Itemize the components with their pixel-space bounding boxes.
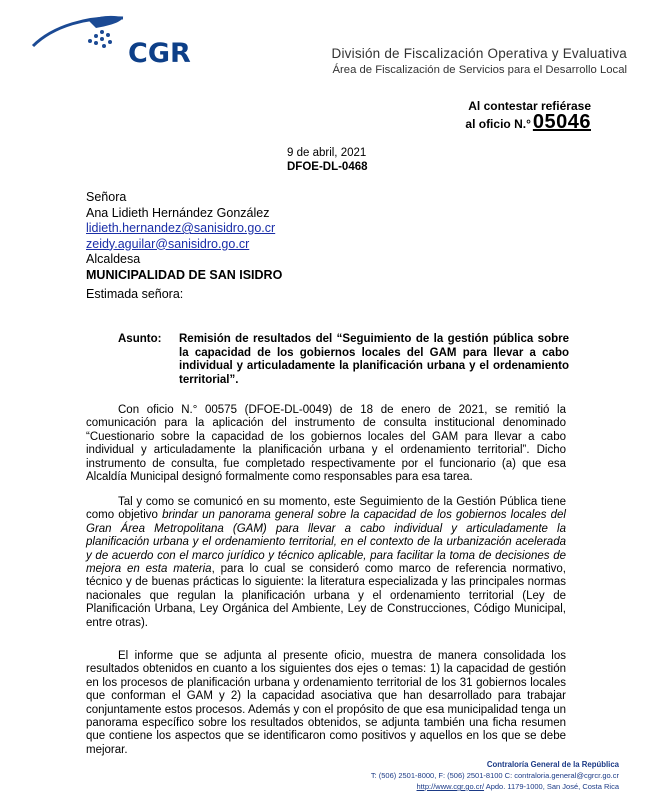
footer	[371, 759, 619, 792]
paragraph-3-text: El informe que se adjunta al presente oficio, muestra de manera consolidada los resultados obtenidos en cuanto a los siguientes dos ejes o temas: 1) la capacidad de gestión en los procesos de planificación urbana y ordenamiento territorial de los 31 gobiernos locales que conforman el GAM y 2) la capacidad asociativa que han desarrollado para trabajar conjuntamente estos procesos. Además y con el propósito de que esa municipalidad tenga un panorama específico sobre los resultados obtenidos, se adjunta también una ficha resumen que contiene los aspectos que se identificaron como positivos y aquellos en los que se debe mejorar.	[86, 650, 566, 756]
paragraph-2-text-c: , para lo cual se consideró como marco de referencia normativo, técnico y de buenas prácticas lo siguiente: la literatura especializada y las principales normas nacionales que regulan la planificación urbana y el ordenamiento territorial (Ley de Planificación Urbana, Ley Orgánica del Ambiente, Ley de Construcciones, Código Municipal, entre otras).	[86, 563, 566, 629]
subject-text: Remisión de resultados del “Seguimiento de la gestión pública sobre la capacidad de los gobiernos locales del GAM para llevar a cabo individual y articuladamente la planificación urbana y el ordenamiento territorial”.	[179, 333, 569, 386]
footer-org: Contraloría General de la República	[486, 760, 619, 769]
footer-contact: T: (506) 2501-8000, F: (506) 2501-8100 C: contraloria.general@cgrcr.go.cr	[370, 771, 619, 780]
date-block	[287, 146, 368, 174]
recipient-email-2[interactable]: zeidy.aguilar@sanisidro.go.cr	[86, 236, 250, 251]
letter-date: 9 de abril, 2021	[287, 147, 367, 159]
footer-web-link[interactable]: http://www.cgr.go.cr/	[416, 782, 485, 791]
logo-text: CGR	[128, 38, 191, 69]
recipient-name: Ana Lidieth Hernández González	[86, 205, 270, 220]
subject-block	[86, 333, 572, 387]
letterhead	[332, 46, 627, 76]
area-name: Área de Fiscalización de Servicios para el Desarrollo Local	[332, 64, 627, 76]
footer-address: Apdo. 1179-1000, San José, Costa Rica	[484, 782, 619, 791]
reference-line1: Al contestar refiérase	[468, 99, 591, 113]
division-name: División de Fiscalización Operativa y Evaluativa	[331, 46, 627, 61]
reference-number: 05046	[532, 111, 591, 133]
paragraph-2	[86, 496, 566, 630]
cgr-logo	[28, 8, 191, 69]
letter-code: DFOE-DL-0468	[287, 161, 368, 173]
greeting: Estimada señora:	[86, 287, 184, 301]
recipient-block	[86, 190, 282, 283]
recipient-municipality: MUNICIPALIDAD DE SAN ISIDRO	[86, 267, 283, 282]
paragraph-3	[86, 650, 566, 757]
paragraph-2-objective: brindar un panorama general sobre la capacidad de los gobiernos locales del Gran Área Metropolitana (GAM) para llevar a cabo individual y articuladamente la planificación urbana y el ordenamiento territorial, en el contexto de la urbanización acelerada y de acuerdo con el marco jurídico y técnico aplicable, para facilitar la toma de decisiones de mejora en esta materia	[86, 509, 566, 576]
subject-label: Asunto:	[118, 333, 162, 345]
paragraph-2-text-a: Tal y como se comunicó en su momento, este Seguimiento de la Gestión Pública tiene como objetivo	[86, 496, 566, 522]
recipient-title: Alcaldesa	[86, 252, 141, 266]
reference-prefix: al oficio N.°	[465, 117, 531, 131]
paragraph-1-text: Con oficio N.° 00575 (DFOE-DL-0049) de 18 de enero de 2021, se remitió la comunicación para la aplicación del instrumento de consulta institucional denominado “Cuestionario sobre la capacidad de los gobiernos locales del GAM para llevar a cabo individual y articuladamente la planificación urbana y el ordenamiento territorial”. Dicho instrumento de consulta, fue completado respectivamente por el funcionario (a) que esa Alcaldía Municipal designó formalmente como responsables para esa tarea.	[86, 404, 566, 484]
recipient-email-1[interactable]: lidieth.hernandez@sanisidro.go.cr	[86, 221, 276, 235]
recipient-salutation: Señora	[86, 190, 127, 204]
reference-block	[465, 97, 591, 133]
paragraph-1	[86, 404, 566, 484]
